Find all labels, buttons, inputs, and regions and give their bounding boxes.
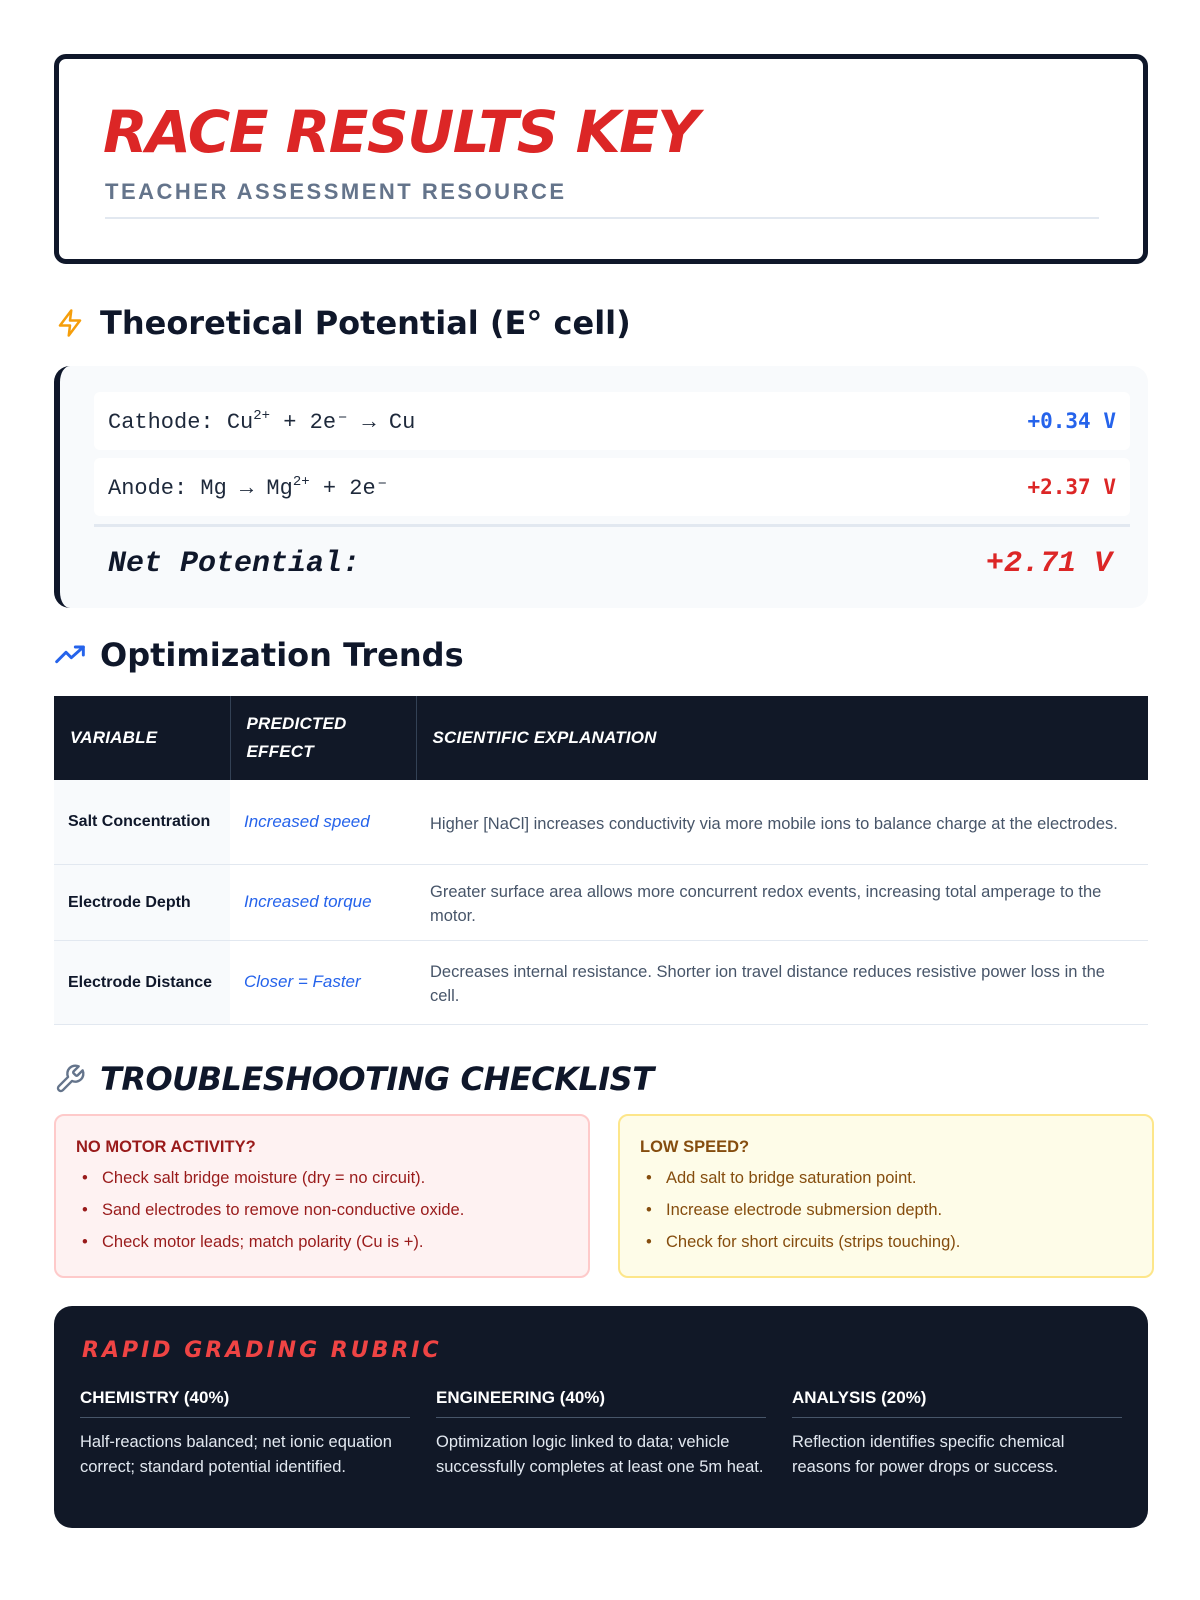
explanation-cell: Decreases internal resistance. Shorter ion travel distance reduces resistive power loss in the cell. <box>416 940 1148 1024</box>
rubric-heading: ANALYSIS (20%) <box>792 1388 1122 1418</box>
potential-divider <box>94 524 1130 527</box>
net-potential-value: +2.71 V <box>985 547 1112 581</box>
table-row <box>54 780 1148 864</box>
cathode-equation: Cathode: $Cu^{2+} + 2e^- \to Cu$ <box>108 407 416 435</box>
list-item: • Add salt to bridge saturation point. <box>640 1167 1132 1199</box>
table-row <box>54 864 1148 940</box>
card-title: NO MOTOR ACTIVITY? <box>76 1138 256 1156</box>
rubric-heading: ENGINEERING (40%) <box>436 1388 766 1418</box>
trends-table <box>54 696 1148 1025</box>
section-title: Optimization Trends <box>100 636 464 674</box>
column-header: VARIABLE <box>54 696 230 780</box>
list-item: • Sand electrodes to remove non-conductive oxide. <box>76 1199 568 1231</box>
list-item: • Check motor leads; match polarity (Cu is +). <box>76 1231 568 1263</box>
table-row <box>54 940 1148 1024</box>
column-header: SCIENTIFIC EXPLANATION <box>416 696 1148 780</box>
effect-cell: Closer = Faster <box>230 940 416 1024</box>
column-header: PREDICTED EFFECT <box>230 696 416 780</box>
rubric-body: Optimization logic linked to data; vehicle successfully completes at least one 5m heat. <box>436 1433 764 1476</box>
wrench-icon <box>54 1063 86 1095</box>
page-subtitle: TEACHER ASSESSMENT RESOURCE <box>105 179 567 204</box>
rubric-column-analysis <box>792 1388 1122 1480</box>
low-speed-card <box>618 1114 1154 1278</box>
checklist <box>76 1167 568 1263</box>
section-heading-potential <box>54 304 631 342</box>
section-heading-trends <box>54 636 464 674</box>
lightning-icon <box>54 307 86 339</box>
card-title: LOW SPEED? <box>640 1138 750 1156</box>
effect-cell: Increased speed <box>230 780 416 864</box>
list-item: • Increase electrode submersion depth. <box>640 1199 1132 1231</box>
variable-cell: Electrode Distance <box>54 940 230 1024</box>
header-card <box>54 54 1148 264</box>
page-title: RACE RESULTS KEY <box>103 98 698 166</box>
anode-equation: Anode: $Mg \to Mg^{2+} + 2e^-$ <box>108 473 389 501</box>
potential-card <box>54 366 1148 608</box>
rubric-column-engineering <box>436 1388 766 1480</box>
explanation-cell: Greater surface area allows more concurrent redox events, increasing total amperage to the motor. <box>416 864 1148 940</box>
checklist <box>640 1167 1132 1263</box>
rubric-body: Half-reactions balanced; net ionic equation correct; standard potential identified. <box>80 1433 392 1476</box>
trending-up-icon <box>54 639 86 671</box>
variable-cell: Salt Concentration <box>54 780 230 864</box>
grading-rubric <box>54 1306 1148 1528</box>
cathode-potential: +0.34 V <box>1027 409 1116 433</box>
net-potential-row <box>108 542 1112 586</box>
list-item: • Check salt bridge moisture (dry = no circuit). <box>76 1167 568 1199</box>
section-heading-troubleshooting <box>54 1060 654 1098</box>
rubric-column-chemistry <box>80 1388 410 1480</box>
effect-cell: Increased torque <box>230 864 416 940</box>
no-motor-card <box>54 1114 590 1278</box>
table-header-row <box>54 696 1148 780</box>
header-divider <box>105 217 1099 219</box>
variable-cell: Electrode Depth <box>54 864 230 940</box>
rubric-body: Reflection identifies specific chemical reasons for power drops or success. <box>792 1433 1065 1476</box>
anode-potential: +2.37 V <box>1027 475 1116 499</box>
section-title: TROUBLESHOOTING CHECKLIST <box>100 1060 654 1098</box>
cathode-row <box>94 392 1130 450</box>
net-potential-label: Net Potential: <box>108 547 361 581</box>
rubric-heading: CHEMISTRY (40%) <box>80 1388 410 1418</box>
anode-row <box>94 458 1130 516</box>
section-title: Theoretical Potential (E° cell) <box>100 304 631 342</box>
list-item: • Check for short circuits (strips touching). <box>640 1231 1132 1263</box>
explanation-cell: Higher [NaCl] increases conductivity via more mobile ions to balance charge at the electrodes. <box>416 780 1148 864</box>
rubric-title: RAPID GRADING RUBRIC <box>82 1338 442 1363</box>
